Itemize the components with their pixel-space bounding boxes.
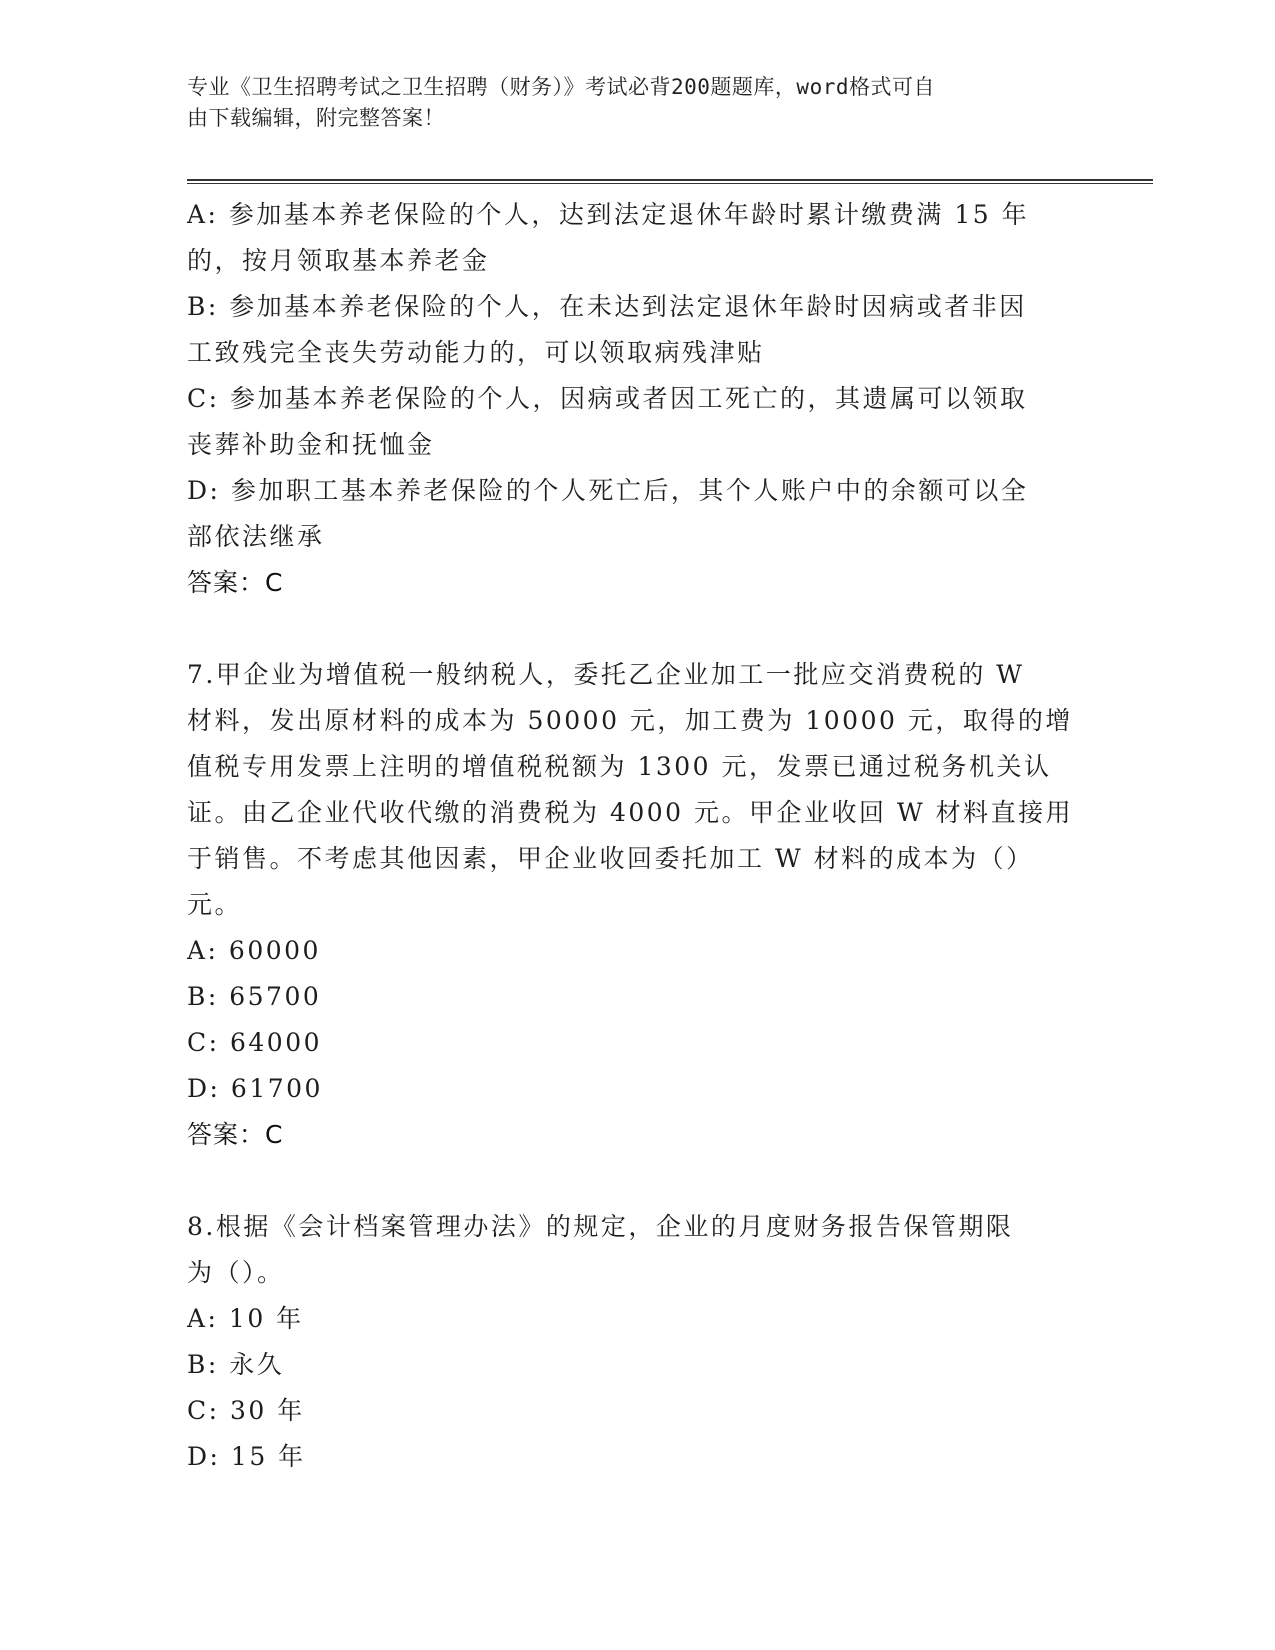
q7-stem-line-2: 材料，发出原材料的成本为 50000 元，加工费为 10000 元，取得的增	[187, 706, 1073, 735]
question-6-options	[187, 192, 1077, 606]
q7-option-b: B: 65700	[187, 982, 322, 1011]
q6-option-c-line-2: 丧葬补助金和抚恤金	[187, 430, 435, 459]
q7-stem-line-3: 值税专用发票上注明的增值税税额为 1300 元，发票已通过税务机关认	[187, 752, 1052, 781]
document-body	[187, 192, 1077, 1480]
q6-option-b-line-1: B: 参加基本养老保险的个人，在未达到法定退休年龄时因病或者非因	[187, 292, 1027, 321]
q7-stem-line-4: 证。由乙企业代收代缴的消费税为 4000 元。甲企业收回 W 材料直接用	[187, 798, 1074, 827]
q7-option-d: D: 61700	[187, 1074, 323, 1103]
q7-stem-line-5: 于销售。不考虑其他因素，甲企业收回委托加工 W 材料的成本为（）	[187, 844, 1034, 873]
q6-answer: 答案：C	[187, 568, 284, 597]
document-header	[187, 72, 1067, 134]
question-8	[187, 1204, 1077, 1480]
q8-option-d: D: 15 年	[187, 1442, 306, 1471]
q6-option-a-line-2: 的，按月领取基本养老金	[187, 246, 490, 275]
q8-stem-line-2: 为（）。	[187, 1258, 285, 1287]
q6-option-b-line-2: 工致残完全丧失劳动能力的，可以领取病残津贴	[187, 338, 765, 367]
header-title-line-2: 由下载编辑，附完整答案！	[187, 106, 445, 130]
q8-option-c: C: 30 年	[187, 1396, 305, 1425]
q8-option-a: A: 10 年	[187, 1304, 304, 1333]
q7-answer: 答案：C	[187, 1120, 284, 1149]
q6-option-d-line-2: 部依法继承	[187, 522, 325, 551]
q6-option-d-line-1: D: 参加职工基本养老保险的个人死亡后，其个人账户中的余额可以全	[187, 476, 1029, 505]
header-divider-thick	[187, 179, 1153, 181]
q8-option-b: B: 永久	[187, 1350, 285, 1379]
q7-option-a: A: 60000	[187, 936, 321, 965]
q6-option-a-line-1: A: 参加基本养老保险的个人，达到法定退休年龄时累计缴费满 15 年	[187, 200, 1030, 229]
header-divider-thin	[187, 183, 1153, 184]
q6-option-c-line-1: C: 参加基本养老保险的个人，因病或者因工死亡的，其遗属可以领取	[187, 384, 1028, 413]
q8-stem-line-1: 8.根据《会计档案管理办法》的规定，企业的月度财务报告保管期限	[187, 1212, 1014, 1241]
spacer	[187, 606, 1077, 652]
question-7	[187, 652, 1077, 1158]
q7-stem-line-6: 元。	[187, 890, 243, 919]
q7-option-c: C: 64000	[187, 1028, 323, 1057]
header-title-line-1: 专业《卫生招聘考试之卫生招聘（财务）》考试必背200题题库，word格式可自	[187, 75, 935, 99]
spacer	[187, 1158, 1077, 1204]
q7-stem-line-1: 7.甲企业为增值税一般纳税人，委托乙企业加工一批应交消费税的 W	[187, 660, 1025, 689]
